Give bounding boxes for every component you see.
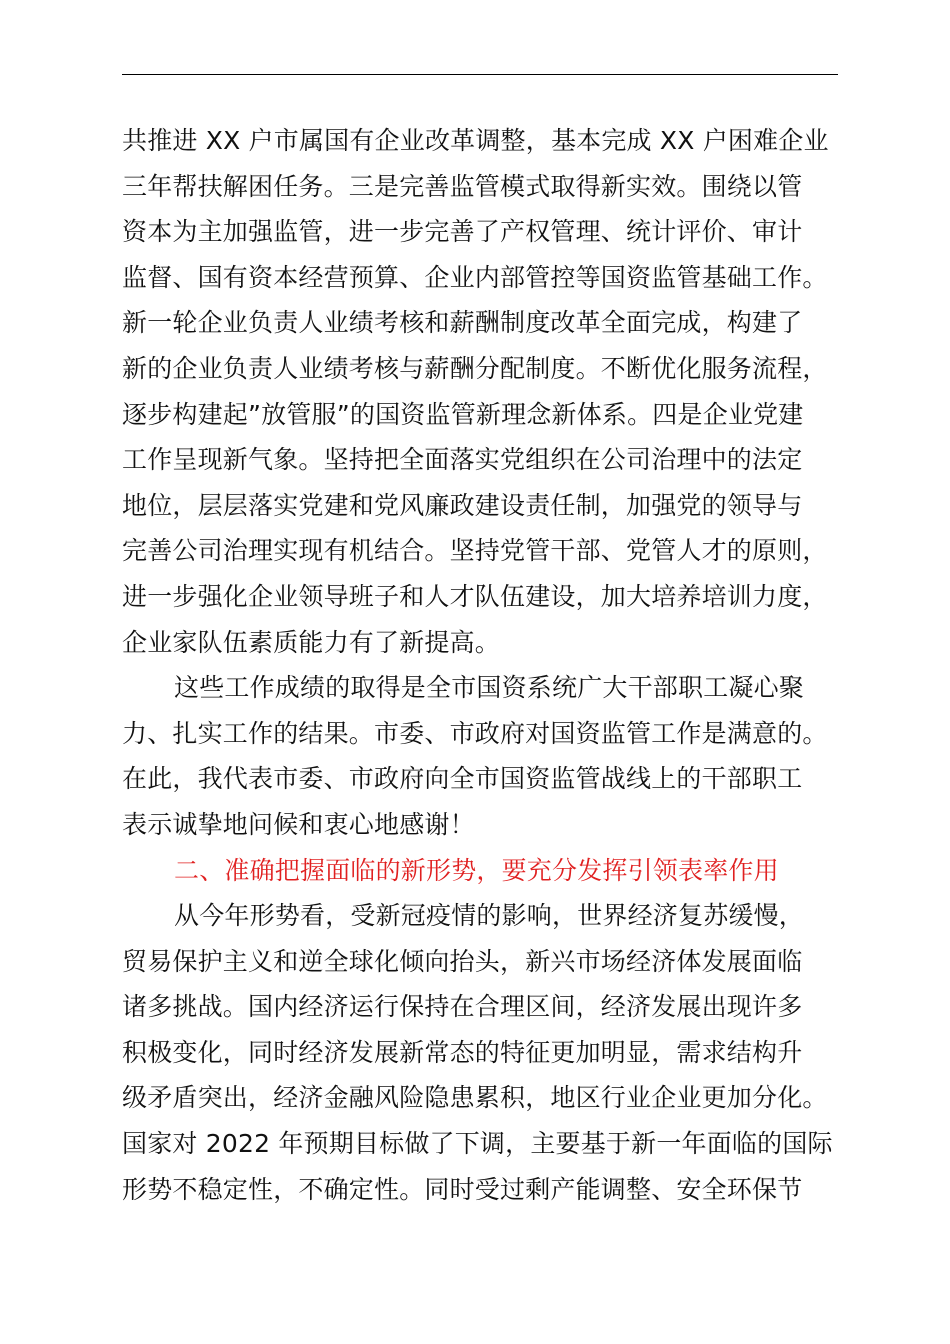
text-line: 在此，我代表市委、市政府向全市国资监管战线上的干部职工 xyxy=(122,764,803,794)
text-line: 级矛盾突出，经济金融风险隐患累积，地区行业企业更加分化。 xyxy=(122,1083,828,1113)
text-line: 逐步构建起”放管服”的国资监管新理念新体系。四是企业党建 xyxy=(122,399,804,429)
text-line: 诸多挑战。国内经济运行保持在合理区间，经济发展出现许多 xyxy=(122,992,803,1022)
text-line: 新一轮企业负责人业绩考核和薪酬制度改革全面完成，构建了 xyxy=(122,308,803,338)
text-line: 国家对 2022 年预期目标做了下调，主要基于新一年面临的国际 xyxy=(122,1129,833,1159)
header-rule xyxy=(122,74,838,75)
text-line: 表示诚挚地问候和衷心地感谢！ xyxy=(122,809,475,839)
text-line: 进一步强化企业领导班子和人才队伍建设，加大培养培训力度， xyxy=(122,581,828,611)
text-line: 积极变化，同时经济发展新常态的特征更加明显，需求结构升 xyxy=(122,1037,803,1067)
paragraph-start-line: 这些工作成绩的取得是全市国资系统广大干部职工凝心聚 xyxy=(174,673,805,703)
paragraph-start-line: 从今年形势看，受新冠疫情的影响，世界经济复苏缓慢， xyxy=(174,901,805,931)
text-line: 形势不稳定性，不确定性。同时受过剩产能调整、安全环保节 xyxy=(122,1174,803,1204)
text-line: 工作呈现新气象。坚持把全面落实党组织在公司治理中的法定 xyxy=(122,445,803,475)
text-line: 力、扎实工作的结果。市委、市政府对国资监管工作是满意的。 xyxy=(122,718,828,748)
text-line: 监督、国有资本经营预算、企业内部管控等国资监管基础工作。 xyxy=(122,262,828,292)
section-heading: 二、准确把握面临的新形势，要充分发挥引领表率作用 xyxy=(174,855,779,885)
text-line: 地位，层层落实党建和党风廉政建设责任制，加强党的领导与 xyxy=(122,490,803,520)
text-line: 企业家队伍素质能力有了新提高。 xyxy=(122,627,501,657)
text-line: 共推进 XX 户市属国有企业改革调整，基本完成 XX 户困难企业 xyxy=(122,126,829,155)
text-line: 三年帮扶解困任务。三是完善监管模式取得新实效。围绕以管 xyxy=(122,171,803,201)
text-line: 完善公司治理实现有机结合。坚持党管干部、党管人才的原则， xyxy=(122,536,828,566)
document-body xyxy=(122,118,842,1212)
text-line: 资本为主加强监管，进一步完善了产权管理、统计评价、审计 xyxy=(122,217,803,247)
text-line: 贸易保护主义和逆全球化倾向抬头，新兴市场经济体发展面临 xyxy=(122,946,803,976)
text-line: 新的企业负责人业绩考核与薪酬分配制度。不断优化服务流程， xyxy=(122,353,828,383)
